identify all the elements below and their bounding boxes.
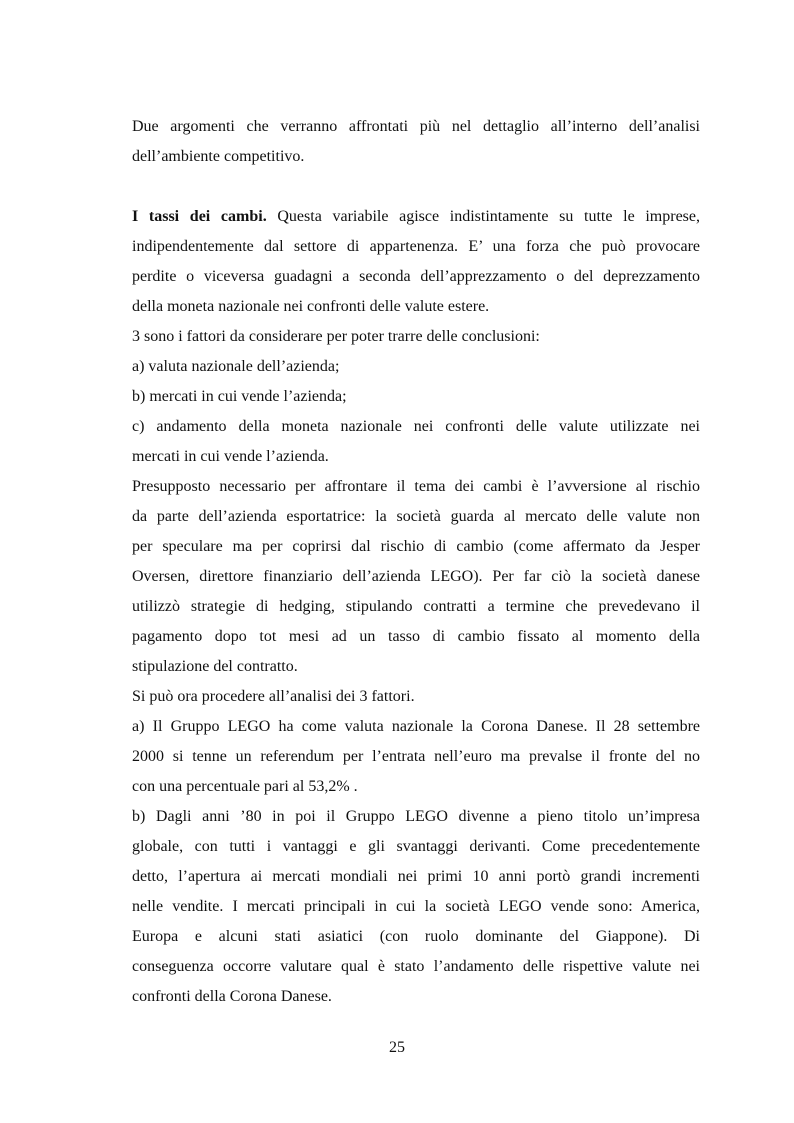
text-span: Questa variabile agisce indistintamente su tutte le imprese, xyxy=(266,208,700,225)
text-line: perdite o viceversa guadagni a seconda dell’apprezzamento o del deprezzamento xyxy=(132,268,700,285)
text-line: utilizzò strategie di hedging, stipulando contratti a termine che prevedevano il xyxy=(132,598,700,615)
text-line: Presupposto necessario per affrontare il tema dei cambi è l’avversione al rischio xyxy=(132,478,700,495)
paragraph-gap xyxy=(132,172,700,202)
text-line: mercati in cui vende l’azienda. xyxy=(132,448,329,465)
text-line: detto, l’apertura ai mercati mondiali nei primi 10 anni portò grandi incrementi xyxy=(132,868,700,885)
text-line: Europa e alcuni stati asiatici (con ruolo dominante del Giappone). Di xyxy=(132,928,700,945)
text-line: indipendentemente dal settore di appartenenza. E’ una forza che può provocare xyxy=(132,238,700,255)
text-line: 3 sono i fattori da considerare per poter trarre delle conclusioni: xyxy=(132,328,540,345)
text-line: dell’ambiente competitivo. xyxy=(132,148,305,165)
text-line: Oversen, direttore finanziario dell’azienda LEGO). Per far ciò la società danese xyxy=(132,568,700,585)
text-line: con una percentuale pari al 53,2% . xyxy=(132,778,358,795)
page-body xyxy=(132,112,700,1012)
list-item: b) mercati in cui vende l’azienda; xyxy=(132,388,347,405)
text-line: da parte dell’azienda esportatrice: la società guarda al mercato delle valute non xyxy=(132,508,700,525)
text-line: per speculare ma per coprirsi dal rischio di cambio (come affermato da Jesper xyxy=(132,538,700,555)
text-line: Si può ora procedere all’analisi dei 3 fattori. xyxy=(132,688,415,705)
text-line: globale, con tutti i vantaggi e gli svantaggi derivanti. Come precedentemente xyxy=(132,838,700,855)
text-line: 2000 si tenne un referendum per l’entrata nell’euro ma prevalse il fronte del no xyxy=(132,748,700,765)
text-line: stipulazione del contratto. xyxy=(132,658,298,675)
list-item: c) andamento della moneta nazionale nei confronti delle valute utilizzate nei xyxy=(132,418,700,435)
page-number: 25 xyxy=(389,1039,405,1056)
list-item: a) valuta nazionale dell’azienda; xyxy=(132,358,340,375)
section-heading: I tassi dei cambi. xyxy=(132,208,267,225)
text-line: Due argomenti che verranno affrontati più nel dettaglio all’interno dell’analisi xyxy=(132,118,700,135)
text-line: pagamento dopo tot mesi ad un tasso di cambio fissato al momento della xyxy=(132,628,700,645)
text-line: confronti della Corona Danese. xyxy=(132,988,332,1005)
text-line: nelle vendite. I mercati principali in cui la società LEGO vende sono: America, xyxy=(132,898,700,915)
list-item: b) Dagli anni ’80 in poi il Gruppo LEGO divenne a pieno titolo un’impresa xyxy=(132,808,700,825)
text-line: della moneta nazionale nei confronti delle valute estere. xyxy=(132,298,490,315)
section-first-line xyxy=(132,202,700,232)
list-item: a) Il Gruppo LEGO ha come valuta nazionale la Corona Danese. Il 28 settembre xyxy=(132,718,700,735)
text-line: conseguenza occorre valutare qual è stato l’andamento delle rispettive valute nei xyxy=(132,958,700,975)
